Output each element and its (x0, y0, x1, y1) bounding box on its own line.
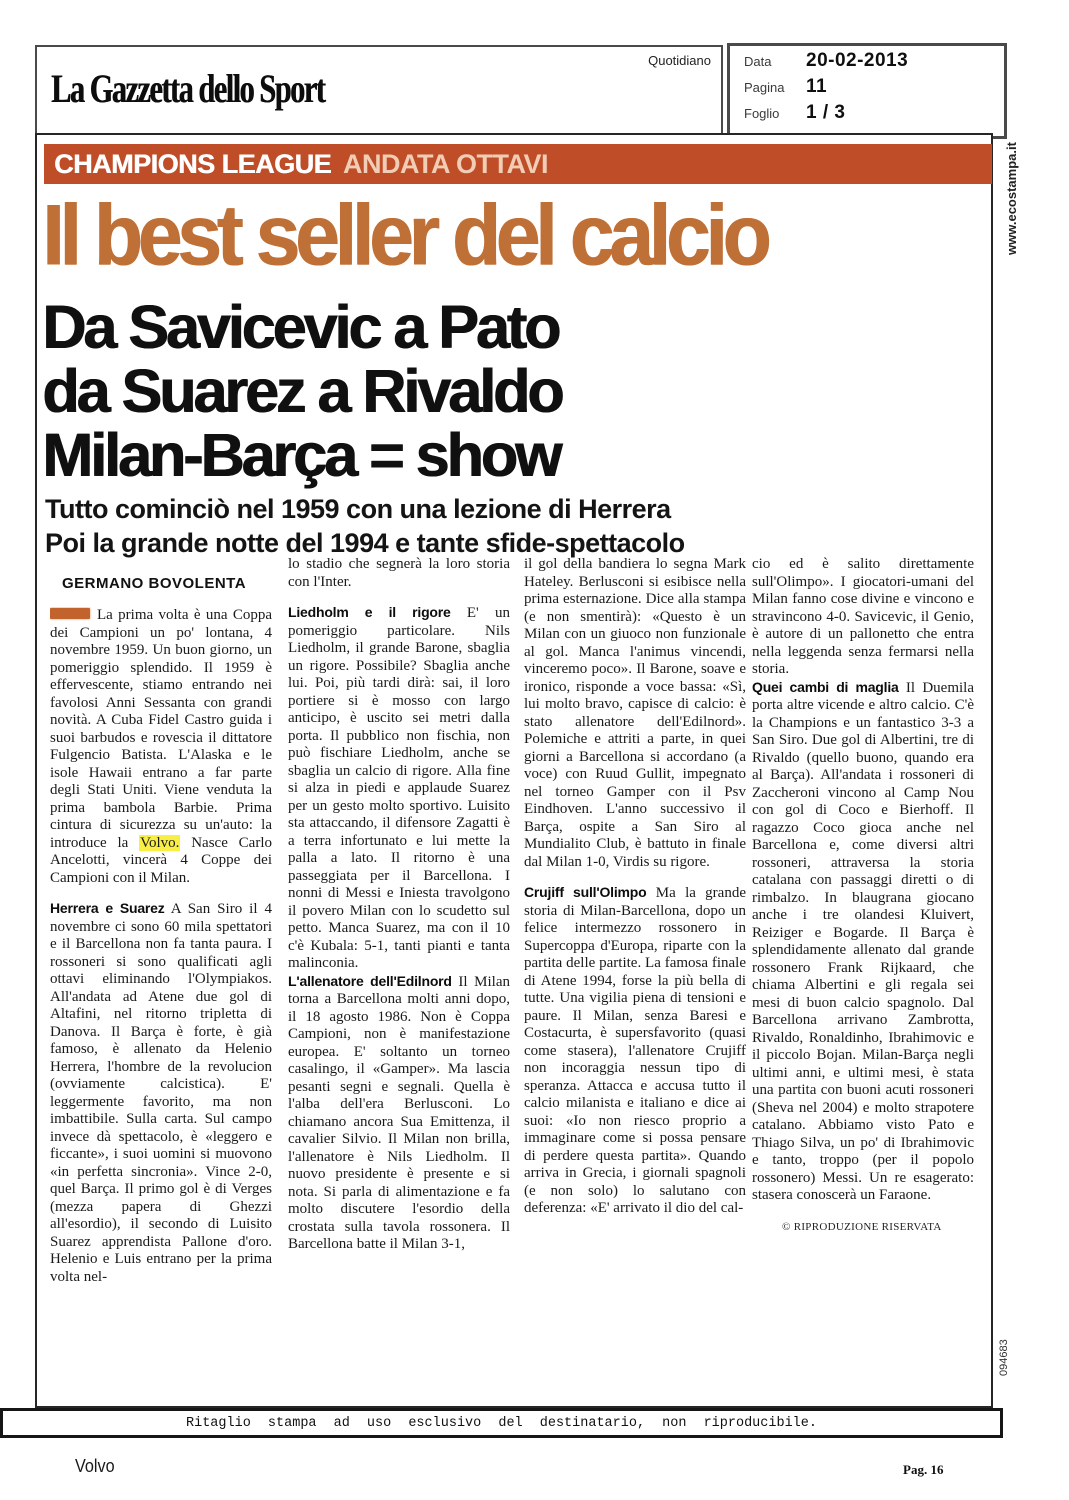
banner-subtitle: ANDATA OTTAVI (343, 148, 548, 179)
article-frame (35, 133, 993, 1408)
headline-line-3: Milan-Barça = show (42, 421, 560, 489)
disclaimer-strip (0, 1408, 1003, 1438)
deck-line-2: Poi la grande notte del 1994 e tante sfide-spettacolo (45, 528, 685, 558)
paragraph-text: Il Duemila porta altre vicende e altro calcio. C'è la Champions e un fantastico 3-3 a San Siro. Due gol di Albertini, tre di Rivaldo (quello buono, quando era al Barça). All'andata i rossoneri di Zaccheroni vincono al Camp Nou con gol di Coco e Bierhoff. Il ragazzo Coco gioca anche nel Barcellona e, come diversi altri rossoneri, attraversa la storia catalana con passaggi diretti o di rimbalzo. In blaugrana giocano anche i tre olandesi Kluivert, Reiziger e Bogarde. Il Barça è splendidamente allenato dal grande rossonero Frank Rijkaard, che chiama Albertini e gli regala sei mesi di buon calcio spagnolo. Dal Barcellona arrivano Zambrotta, Rivaldo, Ronaldinho, Ibrahimovic e il piccolo Bojan. Milan-Barça negli ultimi anni, e ultimi mesi, è stata una partita con buoni acuti rossoneri (Sheva nel 2004) e molto strapotere catalano. Abbiamo visto Pato e Thiago Silva, un po' di Ibrahimovic e tanto, troppo (per il popolo rossonero) Messi. Un re esagerato: stasera conoscerà un Faraone. (752, 679, 974, 1203)
paragraph-liedholm (288, 604, 510, 973)
info-row-foglio (730, 98, 1004, 124)
copyright-notice: © RIPRODUZIONE RISERVATA (782, 1220, 942, 1233)
paragraph-cambi-di-maglia (752, 679, 974, 1205)
paragraph-edilnord (288, 973, 510, 1254)
paragraph-lead: Liedholm e il rigore (288, 604, 451, 620)
client-name: Volvo (75, 1456, 115, 1476)
paragraph-continuation: cio ed è salito direttamente sull'Olimpo». I giocatori-umani del Milan fanno cose divine e vincono e stravincono 4-0. Savicevic, il Genio, è autore di un pallonetto che entra nella leggenda senza fermarsi nella storia. (752, 556, 974, 677)
intro-text-end: Nasce Carlo Ancelotti, vincerà 4 Coppe dei Campioni con il Milan. (50, 834, 272, 886)
article-column-4 (752, 556, 974, 1236)
section-banner (44, 144, 992, 184)
banner-title: CHAMPIONS LEAGUE (54, 148, 332, 179)
clipping-info-box (727, 43, 1007, 139)
kicker-headline: Il best seller del calcio (42, 186, 767, 283)
paragraph-text: Ma la grande storia di Milan-Barcellona, dopo un felice intermezzo rossonero in Supercoppa d'Europa, riparte con la partita delle partite. La famosa finale di Atene 1994, forse la più bella di tutte. Una vigilia piena di tensioni e paure. Il Milan, senza Baresi e Costacurta, è supersfavorito (quasi come stasera), l'allenatore Crujiff non incoraggia nessun tipo di speranza. Attacca e accusa tutto il calcio milanista e italiano e dice ai suoi: «Io non riesco proprio a immaginare come si possa pensare di perdere questa partita». Quando arriva in Grecia, i giornali spagnoli (e non solo) lo salutano con deferenza: «E' arrivato il dio del cal- (524, 885, 746, 1216)
paragraph-continuation: lo stadio che segnerà la loro storia con l'Inter. (288, 556, 510, 590)
info-label-foglio: Foglio (744, 106, 780, 121)
info-label-data: Data (744, 54, 772, 69)
article-column-2 (288, 556, 510, 1254)
highlight-marker-icon (50, 608, 90, 619)
paragraph-text: E' un pomeriggio particolare. Nils Liedholm, il grande Barone, sbaglia un rigore. Possibile? Sbaglia anche lui. Poi, più tardi dirà: sai, il loro portiere si è mosso con largo anticipo, è uscito sei metri dalla porta. Il pubblico non fischia, non può fischiare Liedholm, anche se sbaglia un calcio di rigore. Alla fine si alza in piedi e applaude Suarez per un gesto molto sportivo. Luisito sta attaccando, il difensore Zagatti è a terra infortunato e lui mette la palla a lato. Il ritorno è una passeggiata per il Barcellona. I nonni di Messi e Iniesta travolgono il povero Milan con lo scudetto sul petto. Manca Suarez, ma con il 10 c'è Kubala: 5-1, tanti pianti e tanta malinconia. (288, 605, 510, 971)
paragraph-lead: Quei cambi di maglia (752, 678, 899, 695)
main-headline (42, 295, 561, 487)
intro-text-start: La prima volta è una Coppa dei Campioni un po' lontana, 4 novembre 1959. Un buon giorno, un pomeriggio splendido. Il 1959 è effervescente, stiamo entrando nei favolosi Anni Sessanta con grandi novità. A Cuba Fidel Castro guida i suoi barbudos e rovescia il dittatore Fulgencio Batista. L'Alaska e le isole Hawaii entrano a far parte degli Stati Uniti. Viene venduta la prima bambola Barbie. Prima cintura di sicurezza su un'auto: la introduce la (50, 607, 272, 851)
paragraph-intro (50, 607, 272, 887)
article-column-3 (524, 556, 746, 1218)
disclaimer-text: Ritaglio stampa ad uso esclusivo del destinatario, non riproducibile. (186, 1415, 817, 1431)
deck-line-1: Tutto cominciò nel 1959 con una lezione di Herrera (45, 494, 671, 524)
headline-line-1: Da Savicevic a Pato (42, 293, 559, 361)
paragraph-herrera-suarez (50, 900, 272, 1286)
page-reference: Pag. 16 (903, 1462, 944, 1477)
info-value-sheet: 1 / 3 (806, 102, 846, 123)
article-column-1 (50, 607, 272, 1286)
paragraph-lead: L'allenatore dell'Edilnord (288, 972, 452, 989)
info-value-page: 11 (806, 76, 828, 97)
paragraph-continuation: il gol della bandiera lo segna Mark Hateley. Berlusconi si esibisce nella prima esternazione. Dice alla stampa (e non smentirà): «Questo è un Milan con un giuoco non funzionale al gol. Manca l'animus vincendi, vinceremo poco». Il Barone, soave e ironico, risponde a voce bassa: «Sì, lui molto bravo, capisce di calcio: è stato allenatore dell'Edilnord». Polemiche e attriti a parte, in quei giorni a Barcellona si accordano (a voce) con Ruud Gullit, impegnato nel torneo Gamper con il Psv Eindhoven. L'anno successivo il Barça, ospite a San Siro al Mundialito Club, è battuto in finale dal Milan 1-0, Virdis su rigore. (524, 556, 746, 870)
publication-type-label: Quotidiano (648, 53, 711, 68)
deck (45, 492, 685, 560)
masthead-box (35, 45, 723, 135)
paragraph-lead: Herrera e Suarez (50, 900, 165, 916)
ecostampa-website-label: www.ecostampa.it (1004, 142, 1019, 255)
headline-line-2: da Suarez a Rivaldo (42, 357, 562, 425)
newspaper-logo: La Gazzetta dello Sport (51, 66, 325, 111)
info-row-pagina (730, 72, 1004, 98)
info-row-data (730, 46, 1004, 72)
paragraph-text: A San Siro il 4 novembre ci sono 60 mila spettatori e il Barcellona non fa tanta paura. I rossoneri si sono qualificati agli ottavi eliminando l'Olympiakos. All'andata ad Atene due gol di Altafini, nel ritorno tripletta di Danova. Il Barça è forte, è già famoso, è allenato da Helenio Herrera, l'hombre de la revolucion (ovviamente calcistica). E' leggermente favorito, ma non imbattibile. Sulla carta. Sul campo invece dà spettacolo, è «leggero e ficcante», i suoi uomini si muovono «in perfetta sincronia». Vince 2-0, quel Barça. Il primo gol è di Verges (mezza papera di Ghezzi all'esordio), il secondo di Luisito Suarez apprendista Pallone d'oro. Helenio e Luis entrano per la prima volta nel- (50, 901, 272, 1285)
byline: GERMANO BOVOLENTA (62, 575, 247, 592)
paragraph-lead: Crujiff sull'Olimpo (524, 884, 647, 900)
paragraph-text: Il Milan torna a Barcellona molti anni dopo, il 18 agosto 1986. Non è Coppa Campioni, non è manifestazione europea. E' soltanto un torneo casalingo, il «Gamper». Ma lascia pesanti segni e segnali. Quella è l'alba dell'era Berlusconi. Lo chiamano ancora Sua Emittenza, il cavalier Silvio. Il Milan non brilla, l'allenatore è Nils Liedholm. Il nuovo presidente è presente e si nota. Si parla di alimentazione e fa molto discutere l'esordio della crostata sulla tavola rossonera. Il Barcellona batte il Milan 3-1, (288, 973, 510, 1252)
paragraph-crujiff (524, 884, 746, 1218)
info-value-date: 20-02-2013 (806, 50, 909, 71)
info-label-pagina: Pagina (744, 80, 785, 95)
clip-code-label: 094683 (998, 1339, 1010, 1376)
volvo-highlight: Volvo. (140, 834, 180, 851)
